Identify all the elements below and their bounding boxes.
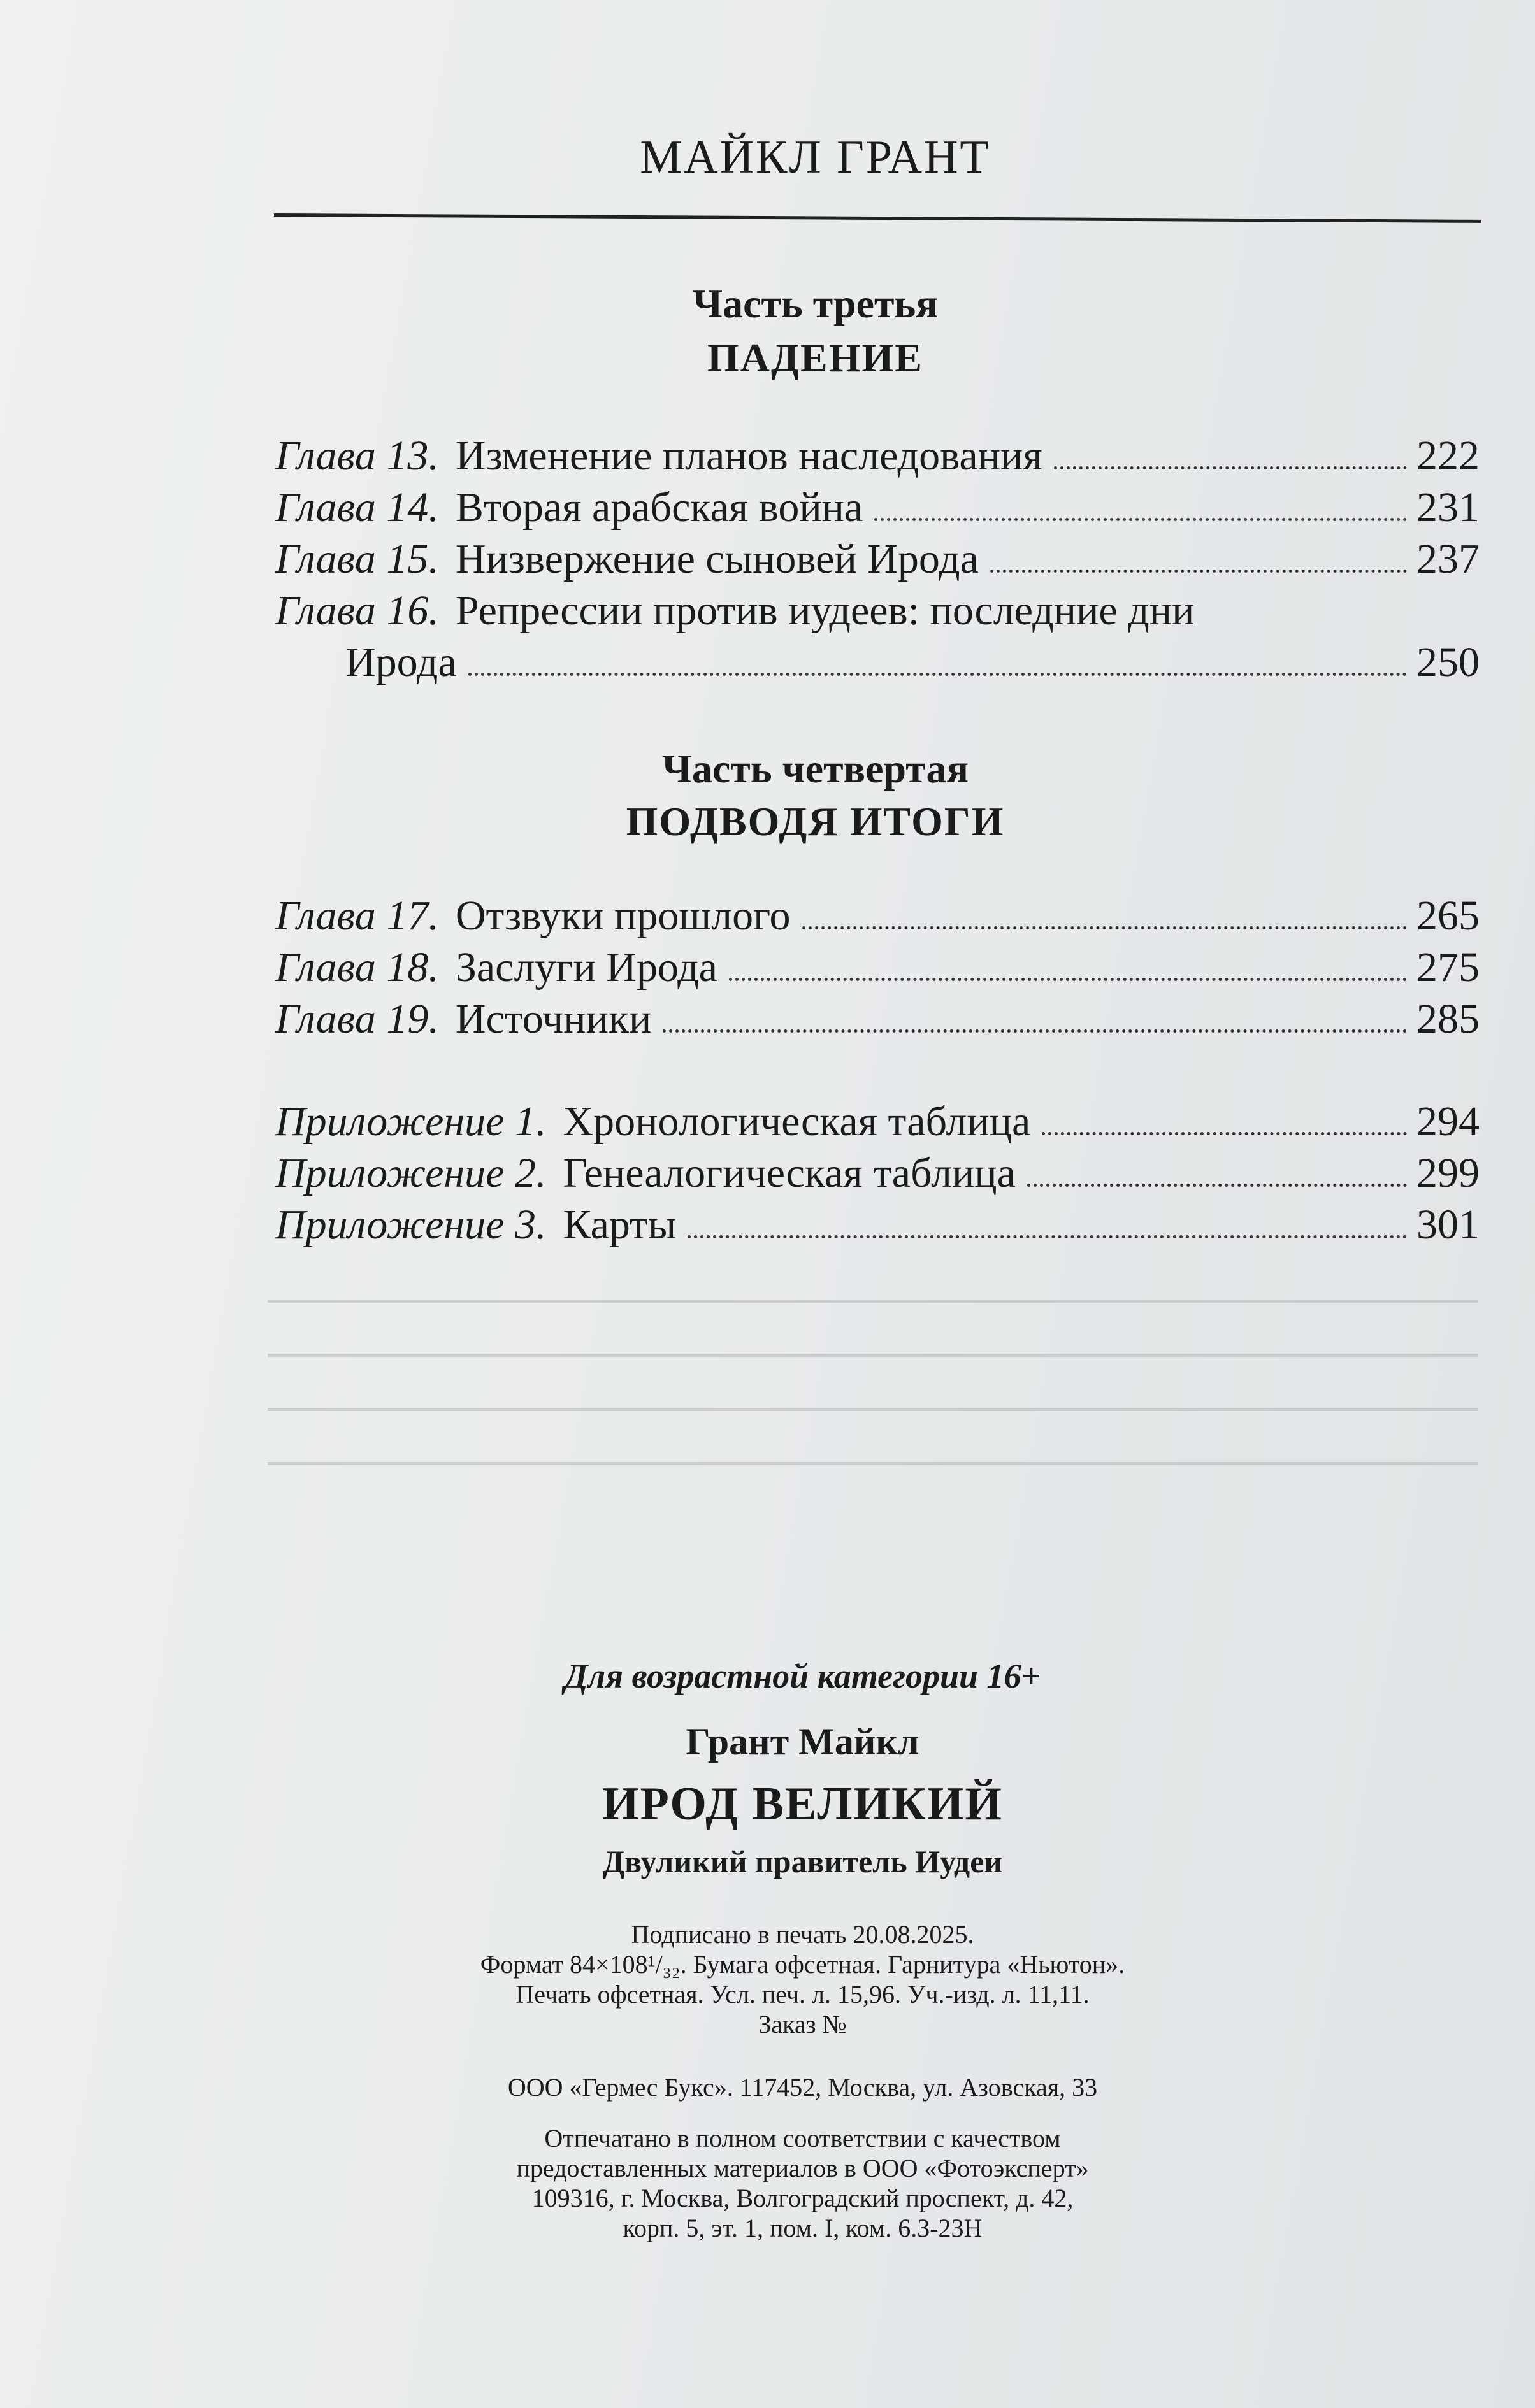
toc-row (275, 484, 1480, 535)
part4-toc (275, 892, 1480, 1047)
chapter-title: Отзвуки прошлого (455, 892, 791, 939)
appendix-label: Приложение 2. (275, 1150, 547, 1196)
age-rating: Для возрастной категории 16+ (564, 1657, 1041, 1695)
part3-label: Часть третья (693, 281, 938, 326)
imprint-print-details (0, 1919, 1535, 2039)
dot-leader (1042, 1131, 1407, 1135)
appendix-label: Приложение 1. (275, 1098, 547, 1145)
dot-leader (729, 977, 1407, 981)
chapter-title: Изменение планов наследования (455, 433, 1042, 479)
page-number: 222 (1416, 433, 1480, 479)
page-number: 250 (1416, 639, 1480, 685)
chapter-title: Заслуги Ирода (455, 944, 717, 991)
signed-date: Подписано в печать 20.08.2025. (631, 1920, 974, 1949)
chapter-label: Глава 19. (275, 996, 439, 1042)
chapter-title-continuation: Ирода (345, 639, 457, 685)
part4-label: Часть четвертая (661, 746, 969, 791)
toc-row (275, 1201, 1480, 1252)
page-number: 285 (1416, 996, 1480, 1042)
dot-leader (663, 1029, 1407, 1033)
printer-line-1: Отпечатано в полном соответствии с качеством (544, 2124, 1061, 2153)
chapter-title: Источники (455, 996, 652, 1042)
dot-leader (688, 1235, 1407, 1238)
format-line: Формат 84×108¹/₃₂. Бумага офсетная. Гарнитура «Ньютон». (480, 1950, 1125, 1979)
page-number: 294 (1416, 1098, 1480, 1145)
page-number: 301 (1416, 1201, 1480, 1248)
page-number: 299 (1416, 1150, 1480, 1196)
page-number: 237 (1416, 536, 1480, 582)
running-head: МАЙКЛ ГРАНТ (640, 131, 991, 183)
dot-leader (1027, 1183, 1407, 1187)
dot-leader (990, 569, 1407, 573)
part3-toc (275, 432, 1480, 690)
chapter-title: Вторая арабская война (455, 484, 863, 531)
appendix-title: Генеалогическая таблица (563, 1150, 1016, 1196)
dot-leader (468, 672, 1407, 676)
chapter-label: Глава 13. (275, 433, 439, 479)
chapter-title: Низвержение сыновей Ирода (455, 536, 979, 582)
appendix-title: Хронологическая таблица (563, 1098, 1031, 1145)
imprint-author: Грант Майкл (686, 1721, 919, 1763)
appendix-label: Приложение 3. (275, 1201, 547, 1248)
chapter-label: Глава 14. (275, 484, 439, 531)
dot-leader (1054, 466, 1407, 469)
chapter-label: Глава 16. (275, 587, 439, 634)
toc-row (275, 1149, 1480, 1201)
toc-row-continuation (275, 638, 1480, 690)
part4-name: ПОДВОДЯ ИТОГИ (626, 799, 1005, 844)
dot-leader (874, 517, 1407, 521)
order-line: Заказ № (758, 2010, 847, 2039)
toc-row (275, 535, 1480, 587)
appendix-toc (275, 1098, 1480, 1252)
printer-line-4: корп. 5, эт. 1, пом. I, ком. 6.3-23Н (623, 2214, 983, 2242)
imprint-printer (0, 2123, 1535, 2243)
toc-row (275, 432, 1480, 484)
page-number: 275 (1416, 944, 1480, 991)
print-line: Печать офсетная. Усл. печ. л. 15,96. Уч.-изд. л. 11,11. (515, 1980, 1090, 2009)
toc-row (275, 1098, 1480, 1149)
imprint-subtitle: Двуликий правитель Иудеи (602, 1844, 1003, 1879)
chapter-title: Репрессии против иудеев: последние дни (455, 587, 1195, 634)
page-number: 231 (1416, 484, 1480, 531)
page-number: 265 (1416, 892, 1480, 939)
chapter-label: Глава 18. (275, 944, 439, 991)
imprint-title: ИРОД ВЕЛИКИЙ (602, 1778, 1003, 1830)
header-rule (274, 213, 1481, 223)
dot-leader (802, 926, 1407, 929)
toc-row (275, 587, 1480, 638)
chapter-label: Глава 17. (275, 892, 439, 939)
printer-line-3: 109316, г. Москва, Волгоградский проспект, д. 42, (531, 2184, 1074, 2212)
printer-line-2: предоставленных материалов в ООО «Фотоэксперт» (516, 2154, 1089, 2182)
part3-name: ПАДЕНИЕ (707, 335, 923, 380)
appendix-title: Карты (563, 1201, 677, 1248)
publisher-line: ООО «Гермес Букс». 117452, Москва, ул. Азовская, 33 (507, 2073, 1098, 2102)
chapter-label: Глава 15. (275, 536, 439, 582)
toc-row (275, 892, 1480, 943)
toc-row (275, 943, 1480, 995)
toc-row (275, 995, 1480, 1047)
